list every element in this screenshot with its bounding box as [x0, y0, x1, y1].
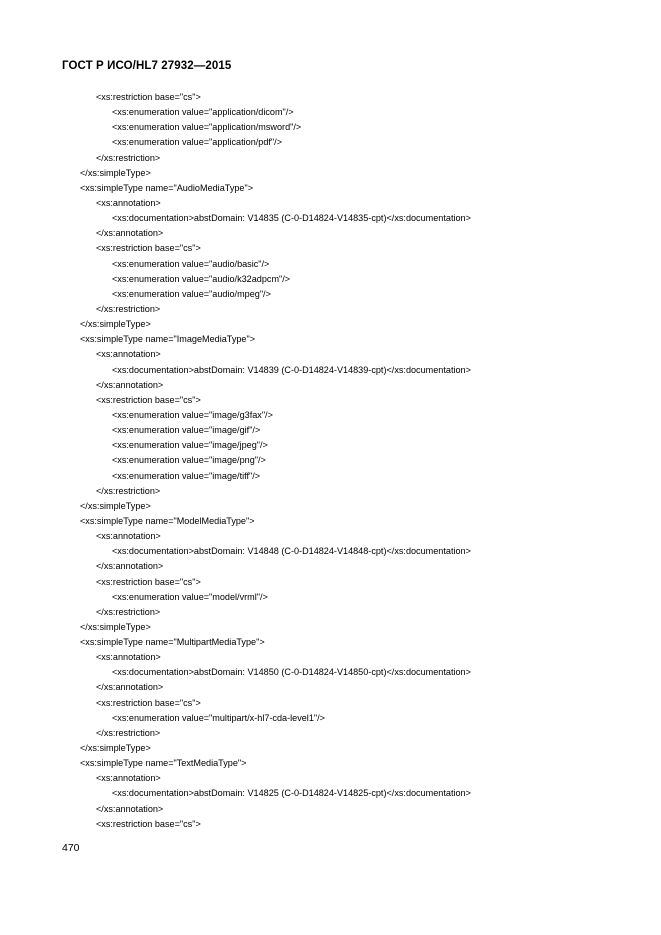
code-line: <xs:restriction base="cs">: [96, 92, 201, 102]
code-line: <xs:enumeration value="application/pdf"/>: [112, 137, 283, 148]
code-line: <xs:annotation>: [96, 531, 161, 542]
code-line: <xs:enumeration value="audio/mpeg"/>: [112, 288, 271, 299]
code-line: <xs:simpleType name="MultipartMediaType">: [80, 637, 265, 648]
code-line: <xs:enumeration value="model/vrml"/>: [112, 591, 268, 602]
code-line: <xs:restriction base="cs">: [96, 818, 201, 829]
code-line: <xs:enumeration value="application/msword"/>: [112, 122, 302, 133]
code-line: <xs:enumeration value="image/g3fax"/>: [112, 409, 273, 420]
code-line: <xs:documentation>abstDomain: V14850 (C-0-D14824-V14850-cpt)</xs:documentation>: [112, 667, 471, 678]
code-line: <xs:restriction base="cs">: [96, 394, 201, 405]
code-line: </xs:annotation>: [96, 561, 164, 572]
code-line: <xs:restriction base="cs">: [96, 576, 201, 587]
code-line: <xs:annotation>: [96, 652, 161, 663]
code-line: </xs:simpleType>: [80, 500, 151, 511]
code-line: </xs:simpleType>: [80, 621, 151, 632]
code-line: <xs:enumeration value="multipart/x-hl7-cda-level1"/>: [112, 712, 325, 723]
code-line: <xs:enumeration value="image/jpeg"/>: [112, 440, 268, 451]
code-line: </xs:annotation>: [96, 379, 164, 390]
code-line: <xs:annotation>: [96, 197, 161, 208]
code-line: <xs:enumeration value="audio/k32adpcm"/>: [112, 273, 291, 284]
code-line: <xs:enumeration value="image/tiff"/>: [112, 470, 261, 481]
code-line: <xs:annotation>: [96, 773, 161, 784]
code-line: </xs:restriction>: [96, 606, 161, 617]
code-line: </xs:restriction>: [96, 485, 161, 496]
code-line: <xs:enumeration value="image/gif"/>: [112, 425, 261, 436]
code-line: <xs:simpleType name="TextMediaType">: [80, 758, 247, 769]
code-line: <xs:simpleType name="ModelMediaType">: [80, 515, 255, 526]
code-line: </xs:simpleType>: [80, 167, 151, 178]
page-number: 470: [62, 842, 80, 854]
code-line: </xs:simpleType>: [80, 319, 151, 330]
code-line: </xs:annotation>: [96, 682, 164, 693]
code-line: <xs:enumeration value="audio/basic"/>: [112, 258, 270, 269]
code-line: </xs:annotation>: [96, 803, 164, 814]
code-line: <xs:documentation>abstDomain: V14848 (C-0-D14824-V14848-cpt)</xs:documentation>: [112, 546, 471, 557]
code-line: <xs:restriction base="cs">: [96, 697, 201, 708]
code-line: <xs:enumeration value="image/png"/>: [112, 455, 266, 466]
code-line: <xs:enumeration value="application/dicom"/>: [112, 107, 294, 118]
xml-code-block: [0, 90, 661, 832]
document-header: ГОСТ Р ИСО/HL7 27932—2015: [62, 60, 232, 72]
code-line: <xs:annotation>: [96, 349, 161, 360]
code-line: </xs:simpleType>: [80, 743, 151, 754]
code-line: <xs:restriction base="cs">: [96, 243, 201, 254]
code-line: <xs:documentation>abstDomain: V14839 (C-0-D14824-V14839-cpt)</xs:documentation>: [112, 364, 471, 375]
code-line: </xs:restriction>: [96, 727, 161, 738]
code-line: <xs:simpleType name="ImageMediaType">: [80, 334, 256, 345]
code-line: </xs:restriction>: [96, 152, 161, 163]
code-line: </xs:annotation>: [96, 228, 164, 239]
code-line: <xs:simpleType name="AudioMediaType">: [80, 182, 254, 193]
code-line: </xs:restriction>: [96, 303, 161, 314]
code-line: <xs:documentation>abstDomain: V14825 (C-0-D14824-V14825-cpt)</xs:documentation>: [112, 788, 471, 799]
code-line: <xs:documentation>abstDomain: V14835 (C-0-D14824-V14835-cpt)</xs:documentation>: [112, 213, 471, 224]
